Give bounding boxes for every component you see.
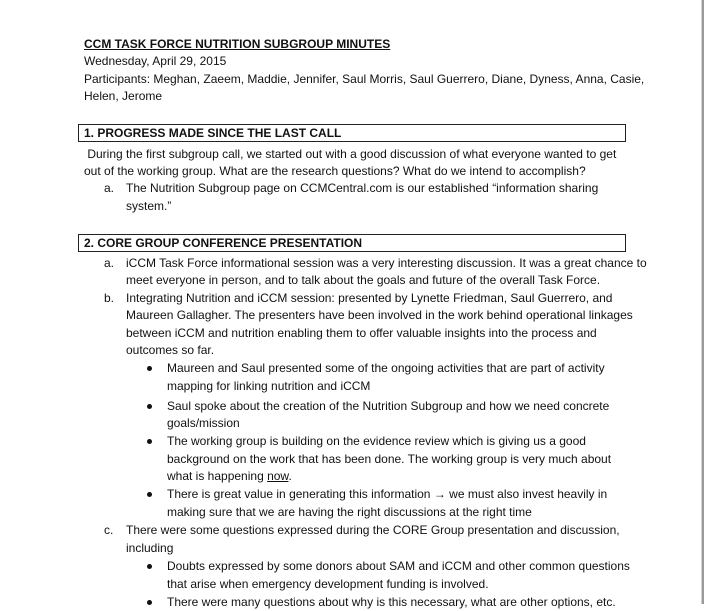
- section-2-item-a-line-2: meet everyone in person, and to talk about the goals and future of the overall Task Force.: [126, 273, 601, 287]
- section-2-item-a-line-1: iCCM Task Force informational session was a very interesting discussion. It was a great chance to: [126, 256, 647, 270]
- bullet-icon: [147, 492, 152, 497]
- bullet-2-line-1: Saul spoke about the creation of the Nutrition Subgroup and how we need concrete: [167, 399, 610, 413]
- bullet-c2-line-1: There were many questions about why is this necessary, what are other options, etc.: [167, 595, 616, 609]
- section-1-paragraph-line-2: out of the working group. What are the research questions? What do we intend to accomplish?: [84, 164, 586, 178]
- bullet-3-line-3: [167, 468, 292, 485]
- section-2-item-b-line-2: Maureen Gallagher. The presenters have been involved in the work behind operational linkages: [126, 308, 633, 322]
- list-marker-a: a.: [104, 256, 115, 270]
- section-1-item-a-line-2: system.”: [126, 199, 172, 213]
- bullet-3-period: .: [288, 469, 292, 483]
- meeting-date: Wednesday, April 29, 2015: [84, 54, 227, 68]
- section-1-paragraph-line-1: During the first subgroup call, we started out with a good discussion of what everyone wanted to get: [84, 147, 617, 161]
- bullet-4-line-2: making sure that we are having the right discussions at the right time: [167, 505, 532, 519]
- section-2-item-b-line-4: outcomes so far.: [126, 343, 215, 357]
- bullet-icon: [147, 366, 152, 371]
- bullet-3-line-2: background on the work that has been done. The working group is very much about: [167, 452, 612, 466]
- bullet-c1-line-1: Doubts expressed by some donors about SAM and iCCM and other common questions: [167, 559, 630, 573]
- underlined-now: now: [267, 469, 289, 483]
- section-2-item-c-line-2: including: [126, 541, 174, 555]
- bullet-1-line-1: Maureen and Saul presented some of the ongoing activities that are part of activity: [167, 361, 605, 375]
- section-2-item-b-line-1: Integrating Nutrition and iCCM session: presented by Lynette Friedman, Saul Guerrero, and: [126, 291, 613, 305]
- section-1-item-a-line-1: The Nutrition Subgroup page on CCMCentral.com is our established “information sharing: [126, 181, 599, 195]
- bullet-c1-line-2: that arise when emergency development funding is involved.: [167, 577, 489, 591]
- list-marker-c: c.: [104, 523, 114, 537]
- participants-line-2: Helen, Jerome: [84, 89, 163, 103]
- list-marker-b: b.: [104, 291, 115, 305]
- list-marker-a: a.: [104, 181, 115, 195]
- bullet-icon: [147, 564, 152, 569]
- bullet-4-line-1: There is great value in generating this information → we must also invest heavily in: [167, 487, 608, 501]
- bullet-1-line-2: mapping for linking nutrition and iCCM: [167, 379, 371, 393]
- bullet-3-line-1: The working group is building on the evidence review which is giving us a good: [167, 434, 586, 448]
- document-title: CCM TASK FORCE NUTRITION SUBGROUP MINUTES: [84, 37, 391, 51]
- bullet-icon: [147, 404, 152, 409]
- participants-line-1: Participants: Meghan, Zaeem, Maddie, Jennifer, Saul Morris, Saul Guerrero, Diane, Dyness, Anna, Casie,: [84, 72, 645, 86]
- bullet-icon: [147, 439, 152, 444]
- bullet-2-line-2: goals/mission: [167, 416, 240, 430]
- bullet-icon: [147, 600, 152, 605]
- section-2-heading: 2. CORE GROUP CONFERENCE PRESENTATION: [84, 236, 363, 250]
- section-1-heading: 1. PROGRESS MADE SINCE THE LAST CALL: [84, 126, 342, 140]
- bullet-3-line-3-text: what is happening: [167, 469, 268, 483]
- section-2-item-b-line-3: between iCCM and nutrition enabling them to offer valuable insights into the process and: [126, 326, 597, 340]
- section-2-item-c-line-1: There were some questions expressed during the CORE Group presentation and discussion,: [126, 523, 620, 537]
